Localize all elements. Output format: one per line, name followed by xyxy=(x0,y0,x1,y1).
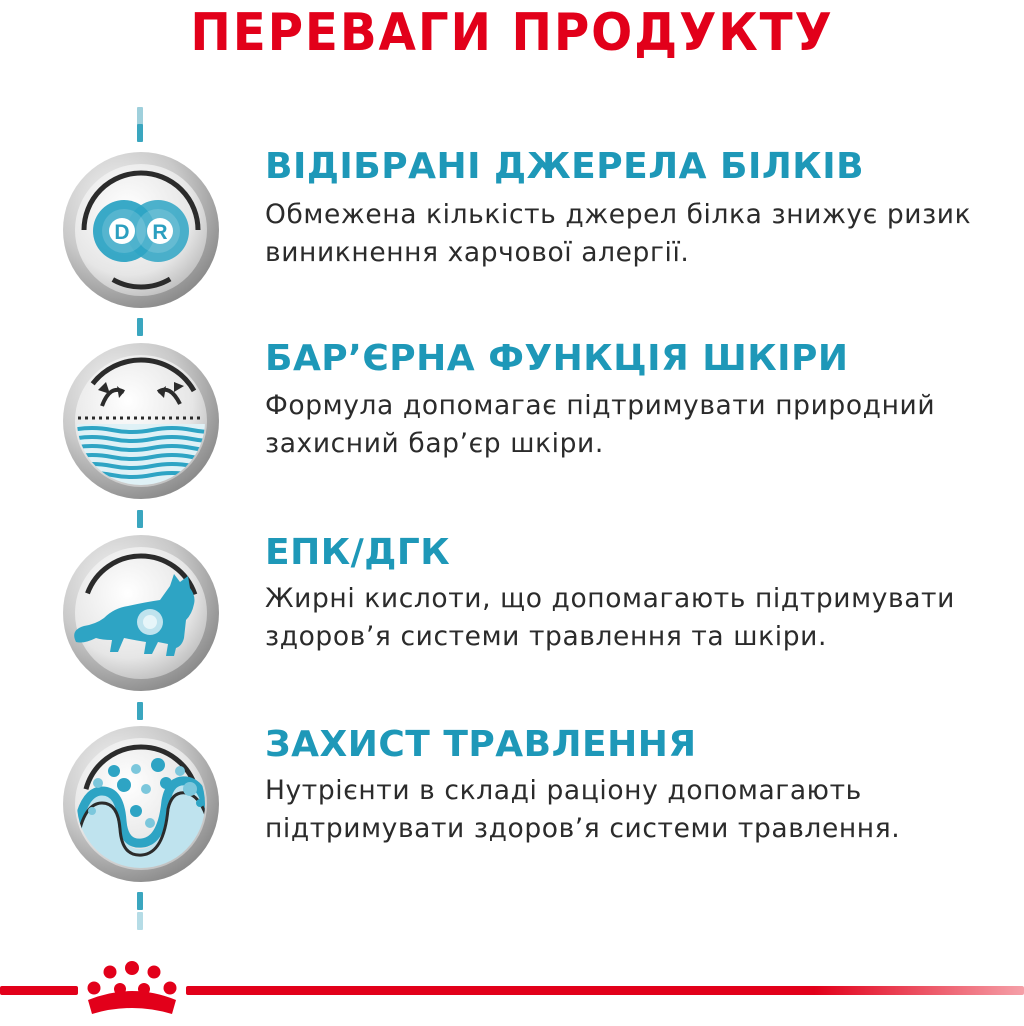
feature-title: БАР’ЄРНА ФУНКЦІЯ ШКІРИ xyxy=(265,338,849,379)
footer-line-left xyxy=(0,986,78,995)
feature-title: ЕПК/ДГК xyxy=(265,532,451,573)
royal-canin-crown-logo xyxy=(80,958,184,1022)
skin-barrier-icon xyxy=(62,342,220,500)
feature-description-line: захисний бар’єр шкіри. xyxy=(265,428,604,459)
feature-description-line: здоров’я системи травлення та шкіри. xyxy=(265,621,827,652)
feature-description-line: підтримувати здоров’я системи травлення. xyxy=(265,813,901,844)
feature-description-line: Формула допомагає підтримувати природний xyxy=(265,390,936,421)
feature-description-line: Нутрієнти в складі раціону допомагають xyxy=(265,775,862,806)
feature-title: ВІДІБРАНІ ДЖЕРЕЛА БІЛКІВ xyxy=(265,146,865,187)
badge-letter-r: R xyxy=(152,221,168,244)
feature-title: ЗАХИСТ ТРАВЛЕННЯ xyxy=(265,724,697,765)
badge-letter-d: D xyxy=(114,221,130,244)
footer-line-right xyxy=(186,986,1024,995)
digestion-icon xyxy=(62,725,220,883)
feature-description-line: Жирні кислоти, що допомагають підтримувати xyxy=(265,583,955,614)
feature-description-line: виникнення харчової алергії. xyxy=(265,237,690,268)
page-title: ПЕРЕВАГИ ПРОДУКТУ xyxy=(190,3,834,63)
cat-icon xyxy=(62,534,220,692)
feature-description-line: Обмежена кількість джерел білка знижує ризик xyxy=(265,199,972,230)
dr-protein-icon xyxy=(62,151,220,309)
